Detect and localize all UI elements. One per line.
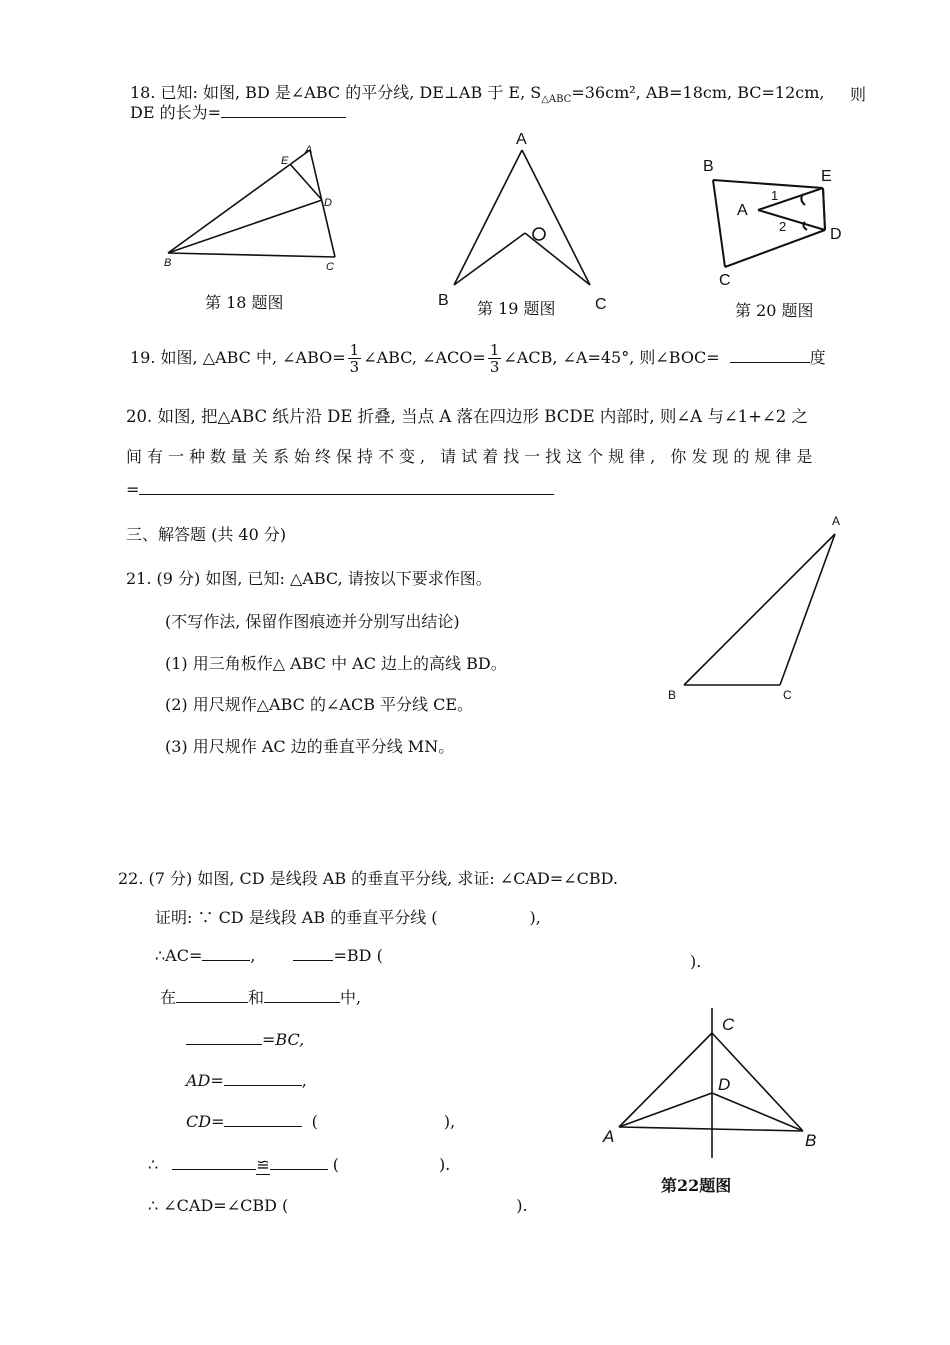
fig19-segment-bo (454, 233, 525, 285)
q22-title: 22. (7 分) 如图, CD 是线段 AB 的垂直平分线, 求证: ∠CAD=∠CBD. (118, 869, 619, 888)
fig21-label-a: A (832, 514, 841, 528)
fig18-label-e: E (281, 155, 289, 167)
q22-line3 (160, 985, 361, 1008)
q20-line3 (126, 480, 554, 499)
fig18-label-c: C (326, 261, 334, 273)
fig20-fold-line-de (823, 188, 825, 230)
q22-line5 (186, 1071, 307, 1090)
figure-19 (430, 128, 620, 313)
q18-area-subscript: △ABC (541, 94, 572, 106)
q21-item3: (3) 用尺规作 AC 边的垂直平分线 MN。 (165, 737, 455, 756)
fig21-side-ab (684, 534, 835, 685)
q22-blank-tri1[interactable] (176, 988, 248, 1003)
q22-l7c: ( (332, 1155, 339, 1174)
q22-blank-tri2[interactable] (264, 988, 340, 1003)
fig20-fold-ad (758, 210, 825, 230)
fig19-label-c: C (595, 296, 607, 313)
fig19-label-b: B (438, 292, 449, 309)
fig18-label-a: A (305, 144, 313, 156)
figure-20 (695, 150, 855, 290)
q22-l8a: ∴ ∠CAD=∠CBD ( (148, 1196, 289, 1215)
q18-line2 (130, 100, 346, 123)
q22-l6: CD= (186, 1112, 225, 1131)
q22-l3b: 和 (248, 988, 265, 1007)
fig20-label-e: E (821, 168, 832, 185)
q22-line6 (186, 1112, 455, 1131)
fig20-side-dc (725, 230, 825, 267)
q19-text-c: ∠ACB, ∠A=45°, 则∠BOC= (503, 348, 720, 367)
fig20-label-d: D (830, 226, 842, 243)
q22-line4 (186, 1030, 304, 1049)
fig20-label-1: 1 (771, 188, 779, 203)
fig20-label-2: 2 (779, 219, 787, 234)
q20-line2: 间有一种数量关系始终保持不变, 请试着找一找这个规律, 你发现的规律是 (126, 447, 818, 466)
q21-note: (不写作法, 保留作图痕迹并分别写出结论) (165, 612, 460, 631)
q19-fraction-1 (348, 342, 362, 375)
figure-22 (595, 1000, 835, 1165)
fig18-label-d: D (324, 197, 332, 209)
q19-frac2-den: 3 (489, 358, 500, 376)
q22-l3a: 在 (160, 988, 177, 1007)
q22-blank-congruent-1[interactable] (172, 1155, 256, 1170)
fig19-side-ab (454, 150, 522, 285)
q19-line (130, 338, 826, 378)
fig21-label-b: B (668, 688, 677, 702)
q22-blank-cd[interactable] (224, 1112, 302, 1127)
q19-answer-blank[interactable] (730, 348, 810, 363)
fig20-caption: 第 20 题图 (735, 301, 814, 320)
q19-frac1-num: 1 (349, 341, 360, 359)
fig19-point-o-circle (533, 228, 545, 240)
fig19-side-ac (522, 150, 590, 285)
fig21-label-c: C (783, 688, 792, 702)
q22-line8 (148, 1196, 528, 1215)
q20-answer-blank[interactable] (139, 480, 554, 495)
fig18-bisector-bd (168, 200, 322, 253)
q19-text-b: ∠ABC, ∠ACO= (363, 348, 486, 367)
fig19-segment-co (525, 233, 590, 285)
fig22-label-a: A (603, 1127, 615, 1146)
fig20-label-b: B (703, 158, 714, 175)
fig22-label-c: C (722, 1015, 735, 1034)
q22-l6b: ( (311, 1112, 318, 1131)
q19-frac2-num: 1 (489, 341, 500, 359)
q22-l2d: ). (690, 952, 702, 971)
q22-line2 (155, 946, 383, 965)
q22-l5b: , (301, 1071, 307, 1090)
fig20-side-be (713, 180, 823, 188)
figure-18 (150, 140, 350, 275)
fig18-side-bc (168, 253, 335, 257)
fig19-label-a: A (516, 131, 527, 148)
fig18-caption: 第 18 题图 (205, 293, 284, 312)
q18-line2-text: DE 的长为= (130, 103, 222, 122)
q22-blank-bd-left[interactable] (293, 946, 333, 961)
q22-blank-congruent-2[interactable] (270, 1155, 328, 1170)
q19-text-a: 19. 如图, △ABC 中, ∠ABO= (130, 348, 346, 367)
fig20-fold-ae (758, 188, 823, 210)
q22-l8b: ). (516, 1196, 528, 1215)
q19-fraction-2 (488, 342, 502, 375)
q20-line3-text: = (126, 480, 140, 499)
fig19-caption: 第 19 题图 (477, 299, 556, 318)
q22-l4: =BC, (262, 1030, 305, 1049)
fig22-segment-bd (712, 1093, 803, 1131)
q18-ze: 则 (850, 85, 867, 104)
q22-l5: AD= (186, 1071, 224, 1090)
fig20-side-cb (713, 180, 725, 267)
q22-l2a: ∴AC= (155, 946, 203, 965)
fig18-label-b: B (164, 257, 172, 269)
q21-item1: (1) 用三角板作△ ABC 中 AC 边上的高线 BD。 (165, 654, 507, 673)
q22-l3c: 中, (340, 988, 362, 1007)
q18-line1b-text: =36cm², AB=18cm, BC=12cm, (571, 83, 825, 102)
q21-title: 21. (9 分) 如图, 已知: △ABC, 请按以下要求作图。 (126, 569, 492, 588)
q22-proof-intro-text: 证明: ∵ CD 是线段 AB 的垂直平分线 ( (155, 908, 438, 927)
q22-blank-bd[interactable] (224, 1071, 302, 1086)
q22-proof-intro-end: ), (529, 908, 541, 927)
fig20-label-c: C (719, 272, 731, 289)
fig22-segment-ac (619, 1033, 712, 1127)
fig21-side-ac (780, 534, 835, 685)
q22-blank-ac2[interactable] (186, 1030, 262, 1045)
q22-l7d: ). (438, 1155, 451, 1174)
q22-blank-ac[interactable] (202, 946, 250, 961)
fig20-label-a: A (737, 202, 748, 219)
q22-l7a: ∴ (148, 1155, 159, 1174)
fig22-segment-ab (619, 1127, 803, 1131)
fig19-label-o: O (534, 223, 535, 224)
figure-21 (660, 510, 850, 710)
q18-answer-blank[interactable] (221, 103, 346, 118)
q19-text-d: 度 (809, 348, 826, 367)
fig22-caption: 第22题图 (661, 1176, 732, 1195)
fig22-segment-ad (619, 1093, 712, 1127)
q21-item2: (2) 用尺规作△ABC 的∠ACB 平分线 CE。 (165, 695, 474, 714)
q22-proof-intro (155, 905, 541, 928)
section3-title: 三、解答题 (共 40 分) (126, 525, 287, 544)
q20-line1: 20. 如图, 把△ABC 纸片沿 DE 折叠, 当点 A 落在四边形 BCDE 内部时, 则∠A 与∠1+∠2 之 (126, 407, 809, 426)
q22-line7 (148, 1155, 450, 1174)
q22-l2c: =BD ( (333, 946, 383, 965)
fig18-side-ba (168, 150, 310, 253)
q18-line1-text: 18. 已知: 如图, BD 是∠ABC 的平分线, DE⊥AB 于 E, S (130, 83, 542, 102)
q22-l7b: ≌ (256, 1155, 270, 1174)
fig20-angle-2-arc (803, 222, 807, 230)
q19-frac1-den: 3 (349, 358, 360, 376)
fig22-label-d: D (718, 1075, 731, 1094)
fig22-label-b: B (805, 1131, 817, 1150)
q22-l2b: , (250, 946, 256, 965)
q22-l6c: ), (443, 1112, 456, 1131)
